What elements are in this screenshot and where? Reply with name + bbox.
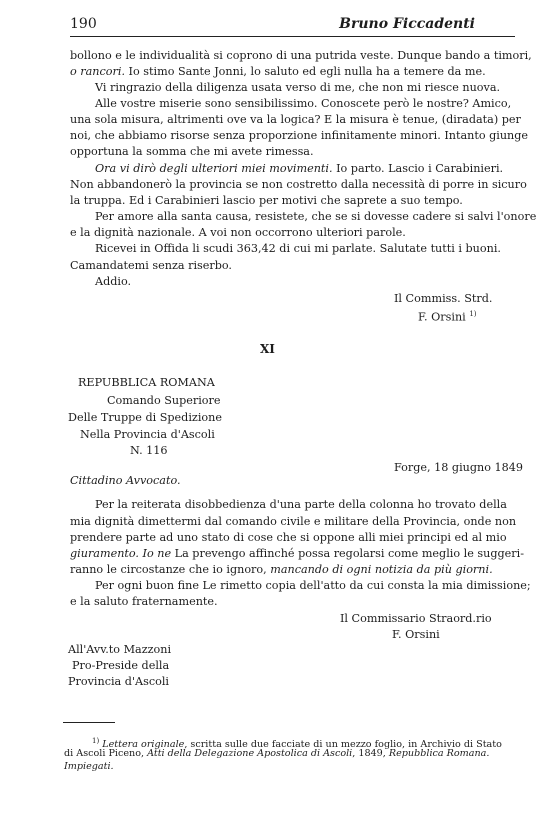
footnote-line: Impiegati. [64,761,114,772]
footnote-rule [63,722,115,723]
text-line: prendere parte ad uno stato di cose che si oppone alli miei principi ed al mio [70,531,507,544]
text-line: Ora vi dirò degli ulteriori miei movimenti. Io parto. Lascio i Carabinieri. [95,162,504,175]
text-line: Addio. [95,275,132,288]
letterhead-line: Comando Superiore [107,394,221,407]
footnote-ref: 1) [469,310,477,318]
text-line: o rancori. Io stimo Sante Jonni, lo saluto ed egli nulla ha a temere da me. [70,65,486,78]
header-rule [70,36,515,37]
text-line: e la saluto fraternamente. [70,595,218,608]
text-line: bollono e le individualità si coprono di una putrida veste. Dunque bando a timori, [70,49,532,62]
running-head: Bruno Ficcadenti [339,16,475,32]
footnote-marker: 1) [92,737,100,745]
text-line: Vi ringrazio della diligenza usata verso di me, che non mi riesce nuova. [95,81,501,94]
addressee-line: Provincia d'Ascoli [68,675,169,688]
page-header [70,12,515,34]
page-number: 190 [70,16,97,32]
salutation: Cittadino Avvocato. [70,474,181,487]
text-line: noi, che abbiamo risorse senza proporzione infinitamente minori. Intanto giunge [70,129,529,142]
letterhead-line: REPUBBLICA ROMANA [78,376,215,389]
text-line: la truppa. Ed i Carabinieri lascio per motivi che saprete a suo tempo. [70,194,463,207]
text-line: ranno le circostanze che io ignoro, mancando di ogni notizia da più giorni. [70,563,493,576]
text-line: mia dignità dimettermi dal comando civile e militare della Provincia, onde non [70,515,517,528]
text-line: Per la reiterata disobbedienza d'una parte della colonna ho trovato della [95,498,507,511]
text-line: e la dignità nazionale. A voi non occorrono ulteriori parole. [70,226,406,239]
signature-name: F. Orsini [392,628,440,641]
letterhead-line: Nella Provincia d'Ascoli [80,428,215,441]
text-line: una sola misura, altrimenti ove va la logica? E la misura è tenue, (diradata) per [70,113,521,126]
letterhead-line: Delle Truppe di Spedizione [68,411,222,424]
letterhead-number: N. 116 [130,444,168,457]
text-line: Ricevei in Offida li scudi 363,42 di cui mi parlate. Salutate tutti i buoni. [95,242,501,255]
text-line: giuramento. Io ne La prevengo affinché possa regolarsi come meglio le suggeri- [70,547,525,560]
text-line: Camandatemi senza riserbo. [70,259,232,272]
text-line: opportuna la somma che mi avete rimessa. [70,145,314,158]
signature-title: Il Commiss. Strd. [394,292,493,305]
footnote-line: $^{1)}$ Lettera originale, scritta sulle due facciate di un mezzo foglio, in Archivio di Stato [92,737,502,751]
text-line: Non abbandonerò la provincia se non costretto dalla necessità di porre in sicuro [70,178,527,191]
footnote-line: di Ascoli Piceno, Atti della Delegazione Apostolica di Ascoli, 1849, Repubblica Romana. [64,748,490,759]
section-numeral: XI [260,342,275,356]
text-line: Per amore alla santa causa, resistete, che se si dovesse cadere si salvi l'onore [95,210,537,223]
addressee-line: All'Avv.to Mazzoni [68,643,172,656]
signature-name: F. Orsini $^{1)}$ [418,310,477,324]
text-line: Per ogni buon fine Le rimetto copia dell'atto da cui consta la mia dimissione; [95,579,531,592]
addressee-line: Pro-Preside della [72,659,170,672]
place-date: Forge, 18 giugno 1849 [394,461,523,474]
signature-title: Il Commissario Straord.rio [340,612,492,625]
text-line: Alle vostre miserie sono sensibilissimo. Conoscete però le nostre? Amico, [95,97,512,110]
